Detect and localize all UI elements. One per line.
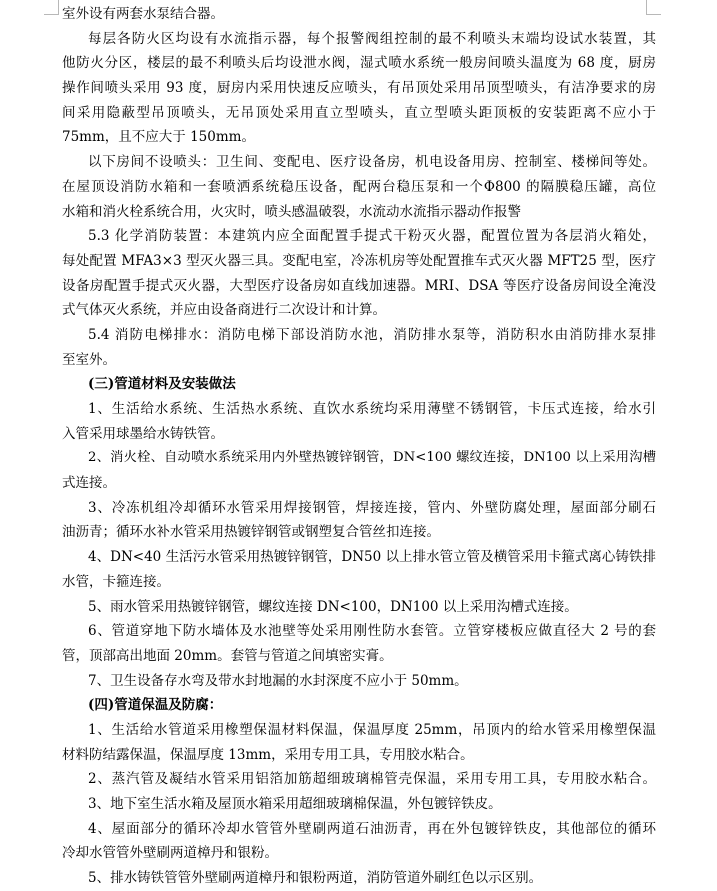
text-line: 他防火分区，楼层的最不利喷头后均设泄水阀，湿式喷水系统一般房间喷头温度为 68 度，厨房 bbox=[62, 55, 656, 72]
text-line: 水管，卡箍连接。 bbox=[62, 573, 170, 590]
text-line: 5、雨水管采用热镀锌钢管，螺纹连接 DN<100，DN100 以上采用沟槽式连接。 bbox=[88, 598, 578, 615]
document-body bbox=[62, 2, 656, 891]
text-line: 4、屋面部分的循环冷却水管管外壁刷两道石油沥青，再在外包镀锌铁皮，其他部位的循环 bbox=[88, 820, 656, 837]
text-line: 75mm，且不应大于 150mm。 bbox=[62, 129, 255, 146]
text-line: 3、冷冻机组冷却循环水管采用焊接钢管，焊接连接，管内、外壁防腐处理，屋面部分刷石 bbox=[88, 499, 656, 516]
text-line: 水箱和消火栓系统合用，火灾时，喷头感温破裂，水流动水流指示器动作报警 bbox=[62, 203, 521, 220]
text-line: 5.4 消防电梯排水：消防电梯下部设消防水池，消防排水泵等，消防积水由消防排水泵排 bbox=[88, 326, 656, 343]
text-line: 入管采用球墨给水铸铁管。 bbox=[62, 425, 224, 442]
margin-corner-mark bbox=[44, 0, 59, 15]
text-line: 5.3 化学消防装置：本建筑内应全面配置手提式干粉灭火器，配置位置为各层消火箱处， bbox=[88, 228, 656, 245]
text-line: 式连接。 bbox=[62, 475, 116, 492]
text-line: 1、生活给水系统、生活热水系统、直饮水系统均采用薄壁不锈钢管，卡压式连接，给水引 bbox=[88, 401, 656, 417]
text-line: 2、蒸汽管及凝结水管采用铝箔加筋超细玻璃棉管壳保温，采用专用工具，专用胶水粘合。 bbox=[88, 771, 656, 788]
text-line: 1、生活给水管道采用橡塑保温材料保温，保温厚度 25mm，吊顶内的给水管采用橡塑保温 bbox=[88, 721, 656, 738]
text-line: 室外设有两套水泵结合器。 bbox=[62, 6, 224, 22]
text-line: 式气体灭火系统，并应由设备商进行二次设计和计算。 bbox=[62, 302, 386, 319]
section-heading: (四)管道保温及防腐： bbox=[88, 697, 223, 714]
text-line: 7、卫生设备存水弯及带水封地漏的水封深度不应小于 50mm。 bbox=[88, 672, 468, 689]
text-line: 以下房间不设喷头：卫生间、变配电、医疗设备房，机电设备用房、控制室、楼梯间等处。 bbox=[88, 154, 656, 171]
text-line: 5、排水铸铁管管外壁刷两道樟丹和银粉两道，消防管道外刷红色以示区别。 bbox=[88, 870, 543, 887]
text-line: 每处配置 MFA3×3 型灭火器三具。变配电室，冷冻机房等处配置推车式灭火器 MFT25 型，医疗 bbox=[62, 252, 656, 269]
text-line: 管，顶部高出地面 20mm。套管与管道之间填密实膏。 bbox=[62, 647, 393, 664]
text-line: 4、DN<40 生活污水管采用热镀锌钢管，DN50 以上排水管立管及横管采用卡箍式离心铸铁排 bbox=[88, 549, 656, 566]
text-line: 冷却水管管外壁刷两道樟丹和银粉。 bbox=[62, 845, 278, 862]
text-line: 设备房配置手提式灭火器，大型医疗设备房如直线加速器。MRI、DSA 等医疗设备房间设全淹没 bbox=[62, 277, 656, 294]
text-line: 间采用隐蔽型吊顶喷头，无吊顶处采用直立型喷头，直立型喷头距顶板的安装距离不应小于 bbox=[62, 104, 656, 121]
text-line: 至室外。 bbox=[62, 351, 116, 368]
text-line: 3、地下室生活水箱及屋顶水箱采用超细玻璃棉保温，外包镀锌铁皮。 bbox=[88, 796, 502, 812]
text-line: 油沥青；循环水补水管采用热镀锌钢管或钢塑复合管丝扣连接。 bbox=[62, 524, 440, 541]
text-line: 在屋顶设消防水箱和一套喷洒系统稳压设备，配两台稳压泵和一个Φ800 的隔膜稳压罐，高位 bbox=[62, 178, 656, 195]
text-line: 操作间喷头采用 93 度，厨房内采用快速反应喷头，有吊顶处采用吊顶型喷头，有洁净要求的房 bbox=[62, 80, 656, 97]
text-line: 每层各防火区均设有水流指示器，每个报警阀组控制的最不利喷头末端均设试水装置，其 bbox=[88, 30, 656, 47]
text-line: 材料防结露保温，保温厚度 13mm，采用专用工具，专用胶水粘合。 bbox=[62, 746, 474, 763]
section-heading: (三)管道材料及安装做法 bbox=[88, 376, 236, 393]
text-line: 2、消火栓、自动喷水系统采用内外壁热镀锌钢管，DN<100 螺纹连接，DN100 以上采用沟槽 bbox=[88, 450, 656, 466]
text-line: 6、管道穿地下防水墙体及水池壁等处采用刚性防水套管。立管穿楼板应做直径大 2 号的套 bbox=[88, 623, 656, 640]
